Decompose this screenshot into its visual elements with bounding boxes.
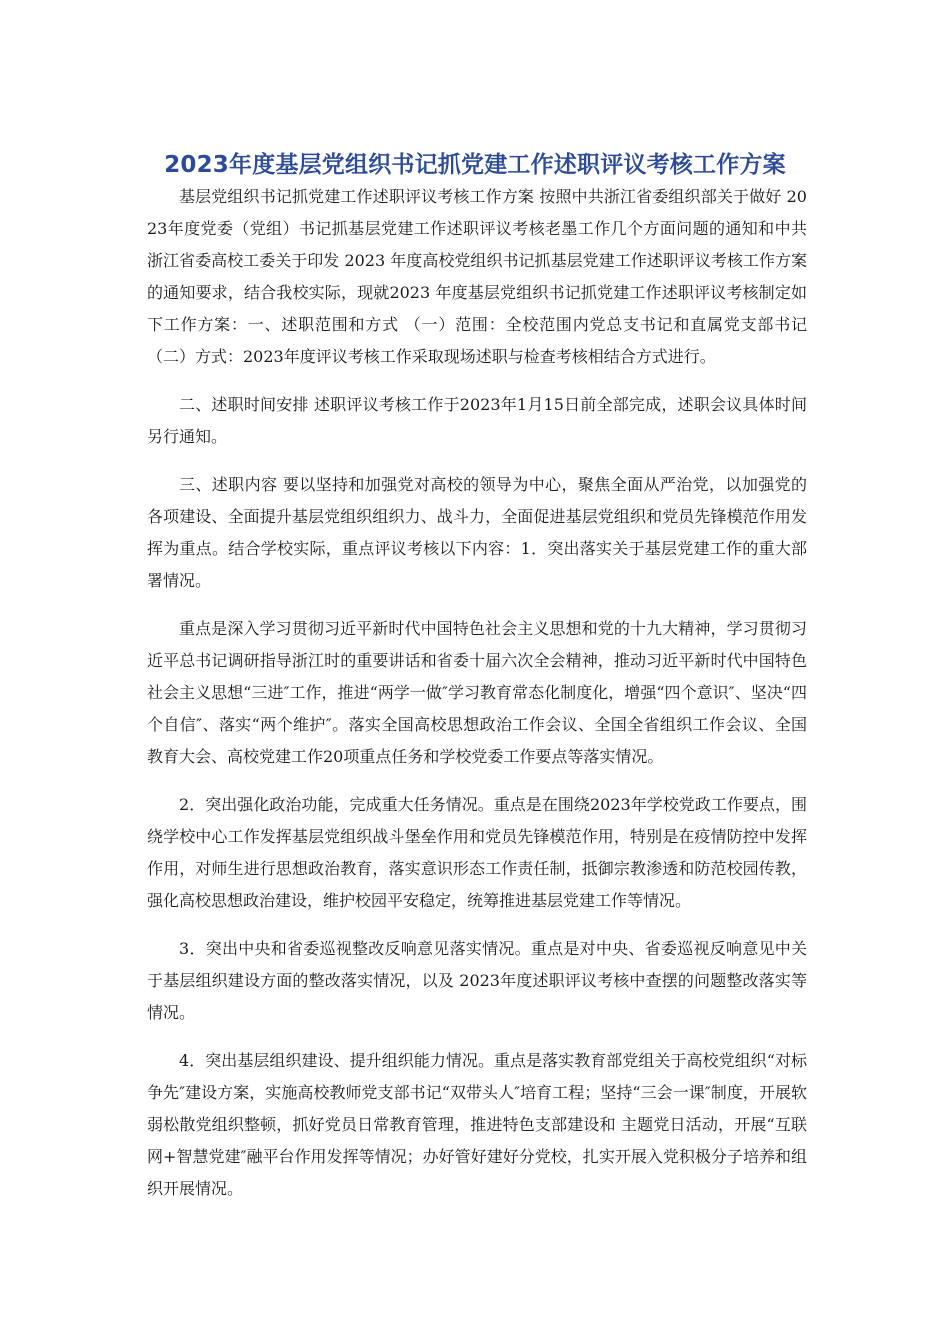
document-body [147, 181, 807, 1221]
paragraph-intro: 基层党组织书记抓党建工作述职评议考核工作方案 按照中共浙江省委组织部关于做好 2023年度党委（党组）书记抓基层党建工作述职评议考核老墨工作几个方面问题的通知和中共浙江省委高校工委关于印发 2023 年度高校党组织书记抓基层党建工作述职评议考核工作方案的通知要求，结合我校实际，现就2023 年度基层党组织书记抓党建工作述职评议考核制定如下工作方案：一、述职范围和方式 （一）范围：全校范围内党总支书记和直属党支部书记 （二）方式：2023年度评议考核工作采取现场述职与检查考核相结合方式进行。 [147, 187, 807, 366]
paragraph-item-2: 2．突出强化政治功能，完成重大任务情况。重点是在围绕2023年学校党政工作要点，围绕学校中心工作发挥基层党组织战斗堡垒作用和党员先锋模范作用，特别是在疫情防控中发挥作用，对师生进行思想政治教育，落实意识形态工作责任制，抵御宗教渗透和防范校园传教，强化高校思想政治建设，维护校园平安稳定，统筹推进基层党建工作等情况。 [147, 795, 807, 910]
document-title: 2023年度基层党组织书记抓党建工作述职评议考核工作方案 [164, 152, 786, 179]
paragraph-item-4: 4．突出基层组织建设、提升组织能力情况。重点是落实教育部党组关于高校党组织“对标争先″建设方案，实施高校教师党支部书记“双带头人″培育工程；坚持“三会一课″制度，开展软弱松散党组织整顿，抓好党员日常教育管理，推进特色支部建设和 主题党日活动，开展“互联网+智慧党建″融平台作用发挥等情况；办好管好建好分党校，扎实开展入党积极分子培养和组织开展情况。 [147, 1051, 807, 1198]
paragraph-content: 三、述职内容 要以坚持和加强党对高校的领导为中心，聚焦全面从严治党，以加强党的各项建设、全面提升基层党组织组织力、战斗力，全面促进基层党组织和党员先锋模范作用发挥为重点。结合学校实际，重点评议考核以下内容：1．突出落实关于基层党建工作的重大部署情况。 [147, 475, 807, 590]
paragraph-schedule: 二、述职时间安排 述职评议考核工作于2023年1月15日前全部完成，述职会议具体时间另行通知。 [147, 395, 807, 446]
paragraph-key-points: 重点是深入学习贯彻习近平新时代中国特色社会主义思想和党的十九大精神，学习贯彻习近平总书记调研指导浙江时的重要讲话和省委十届六次全会精神，推动习近平新时代中国特色社会主义思想“三进″工作，推进“两学一做″学习教育常态化制度化，增强“四个意识″、坚决“四个自信″、落实“两个维护″。落实全国高校思想政治工作会议、全国全省组织工作会议、全国教育大会、高校党建工作20项重点任务和学校党委工作要点等落实情况。 [147, 619, 807, 766]
paragraph-item-3: 3．突出中央和省委巡视整改反响意见落实情况。重点是对中央、省委巡视反响意见中关于基层组织建设方面的整改落实情况，以及 2023年度述职评议考核中查摆的问题整改落实等情况。 [147, 939, 807, 1022]
